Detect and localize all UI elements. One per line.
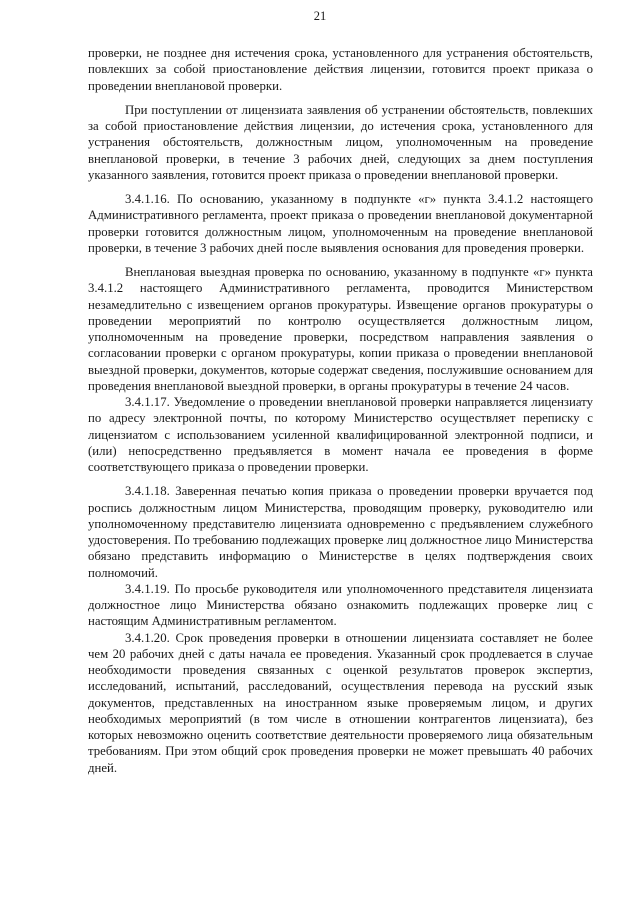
page-number: 21 bbox=[313, 9, 327, 23]
paragraph-3-4-1-18: 3.4.1.18. Заверенная печатью копия приказа о проведении проверки вручается под роспись должностным лицом Министерства, проводящим проверку, руководителю или уполномоченному представителю лицензиата одновременно с предъявлением служебного удостоверения. По требованию подлежащих проверке лиц должностное лицо Министерства обязано представить информацию о Министерстве в целях подтверждения своих полномочий. bbox=[88, 484, 593, 580]
paragraph-3-4-1-20: 3.4.1.20. Срок проведения проверки в отношении лицензиата составляет не более чем 20 рабочих дней с даты начала ее проведения. Указанный срок продлевается в случае необходимости проведения связанных с оценкой результатов проверок экспертиз, исследований, испытаний, расследований, осуществления перевода на русский язык документов, представленных на иностранном языке проверяемым лицом, и других необходимых мероприятий (в том числе в отношении контрагентов лицензиата), без которых невозможно оценить соответствие деятельности проверяемого лица обязательным требованиям. При этом общий срок проведения проверки не может превышать 40 рабочих дней. bbox=[88, 630, 593, 775]
paragraph-unscheduled-field-inspection: Внеплановая выездная проверка по основанию, указанному в подпункте «г» пункта 3.4.1.2 настоящего Административного регламента, проводится Министерством незамедлительно с извещением органов прокуратуры. Извещение органов прокуратуры о проведении мероприятий по контролю осуществляется должностным лицом, уполномоченным на проведение проверки, посредством направления заявления о согласовании проверки с органом прокуратуры, копии приказа о проведении внеплановой выездной проверки, документов, которые содержат сведения, послужившие основанием для проведения внеплановой выездной проверки, в органы прокуратуры в течение 24 часов. bbox=[88, 265, 593, 393]
paragraph-3-4-1-17: 3.4.1.17. Уведомление о проведении внеплановой проверки направляется лицензиату по адресу электронной почты, по которому Министерство осуществляет переписку с лицензиатом с использованием усиленной квалифицированной электронной подписи, и (или) непосредственно предъявляется в момент начала ее проведения в форме соответствующего приказа о проведении проверки. bbox=[88, 395, 593, 474]
paragraph-continuation: проверки, не позднее дня истечения срока, установленного для устранения обстоятельств, повлекших за собой приостановление действия лицензии, готовится проект приказа о проведении внеплановой проверки. bbox=[88, 46, 593, 93]
document-body bbox=[88, 45, 593, 776]
paragraph-3-4-1-16: 3.4.1.16. По основанию, указанному в подпункте «г» пункта 3.4.1.2 настоящего Административного регламента, проект приказа о проведении внеплановой документарной проверки готовится должностным лицом, уполномоченным на проведение внеплановой проверки, в течение 3 рабочих дней после выявления основания для проведения проверки. bbox=[88, 192, 593, 255]
paragraph-3-4-1-19: 3.4.1.19. По просьбе руководителя или уполномоченного представителя лицензиата должностное лицо Министерства обязано ознакомить подлежащих проверке лиц с настоящим Административным регламентом. bbox=[88, 581, 593, 629]
paragraph-elimination-statement: При поступлении от лицензиата заявления об устранении обстоятельств, повлекших за собой приостановление действия лицензии, до истечения срока, установленного для устранения обстоятельств, должностным лицом, уполномоченным на проведение внеплановой проверки, в течение 3 рабочих дней, следующих за днем поступления указанного заявления, готовится проект приказа о проведении внеплановой проверки. bbox=[88, 102, 593, 182]
